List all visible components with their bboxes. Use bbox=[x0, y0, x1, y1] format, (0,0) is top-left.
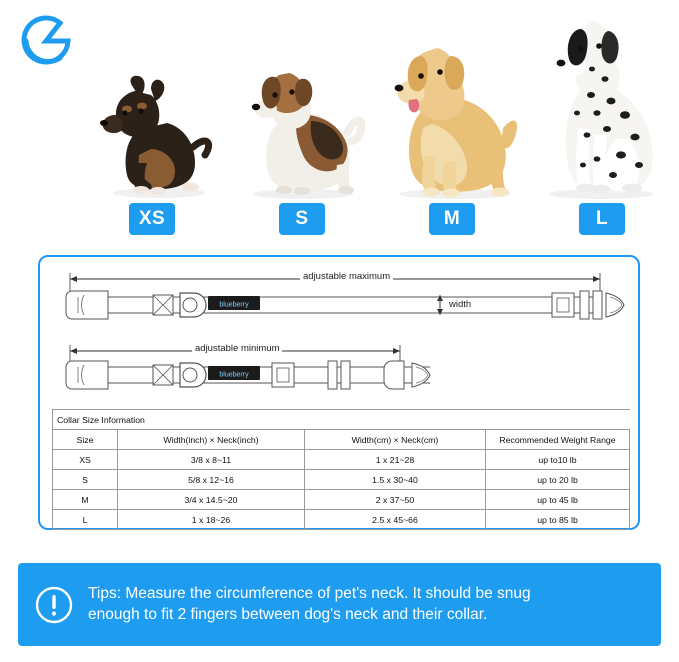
table-row bbox=[53, 490, 630, 510]
table-caption: Collar Size Information bbox=[53, 410, 630, 430]
cell-cm: 2 x 37~50 bbox=[305, 490, 486, 510]
size-table-wrapper bbox=[52, 409, 630, 530]
cell-inch: 1 x 18~26 bbox=[118, 510, 305, 530]
size-badge-cell-xs bbox=[82, 203, 222, 235]
tips-text bbox=[88, 584, 531, 626]
tips-line-1: Tips: Measure the circumference of pet's neck. It should be snug bbox=[88, 584, 531, 602]
dog-photos-row bbox=[82, 6, 672, 201]
size-badge-cell-m bbox=[382, 203, 522, 235]
tips-line-2: enough to fit 2 fingers between dog's neck and their collar. bbox=[88, 605, 488, 623]
header-size: Size bbox=[53, 430, 118, 450]
header-weight: Recommended Weight Range bbox=[486, 430, 630, 450]
size-badge-xs: XS bbox=[129, 203, 175, 235]
brand-logo bbox=[16, 10, 76, 70]
dog-photo-m bbox=[382, 6, 522, 201]
adjustable-maximum-label: adjustable maximum bbox=[300, 271, 393, 282]
cell-inch: 3/8 x 8~11 bbox=[118, 450, 305, 470]
cell-cm: 1 x 21~28 bbox=[305, 450, 486, 470]
exclamation-circle-icon bbox=[34, 585, 74, 625]
collar-info-panel bbox=[38, 255, 640, 530]
size-badge-s: S bbox=[279, 203, 325, 235]
dog-photo-l bbox=[532, 6, 672, 201]
adjustable-minimum-label: adjustable minimum bbox=[192, 343, 282, 354]
dog-photo-s bbox=[232, 6, 372, 201]
size-table bbox=[52, 409, 630, 530]
header-inch: Width(inch) × Neck(inch) bbox=[118, 430, 305, 450]
size-badge-l: L bbox=[579, 203, 625, 235]
cell-inch: 3/4 x 14.5~20 bbox=[118, 490, 305, 510]
cell-size: L bbox=[53, 510, 118, 530]
cell-weight: up to 85 lb bbox=[486, 510, 630, 530]
cell-size: M bbox=[53, 490, 118, 510]
table-row bbox=[53, 470, 630, 490]
table-caption-row bbox=[53, 410, 630, 430]
size-badge-cell-l bbox=[532, 203, 672, 235]
dog-photo-xs bbox=[82, 6, 222, 201]
size-badge-cell-s bbox=[232, 203, 372, 235]
tips-banner bbox=[18, 563, 661, 646]
cell-weight: up to 45 lb bbox=[486, 490, 630, 510]
table-header-row bbox=[53, 430, 630, 450]
collar-brand-text: blueberry bbox=[219, 301, 249, 309]
size-badges-row bbox=[82, 200, 672, 238]
cell-weight: up to10 lb bbox=[486, 450, 630, 470]
table-row bbox=[53, 450, 630, 470]
cell-size: S bbox=[53, 470, 118, 490]
cell-weight: up to 20 lb bbox=[486, 470, 630, 490]
collar-diagram bbox=[40, 257, 638, 405]
cell-cm: 2.5 x 45~66 bbox=[305, 510, 486, 530]
header-cm: Width(cm) × Neck(cm) bbox=[305, 430, 486, 450]
svg-text:blueberry: blueberry bbox=[219, 371, 249, 379]
cell-size: XS bbox=[53, 450, 118, 470]
cell-inch: 5/8 x 12~16 bbox=[118, 470, 305, 490]
width-label: width bbox=[446, 299, 474, 310]
size-badge-m: M bbox=[429, 203, 475, 235]
table-row bbox=[53, 510, 630, 530]
cell-cm: 1.5 x 30~40 bbox=[305, 470, 486, 490]
